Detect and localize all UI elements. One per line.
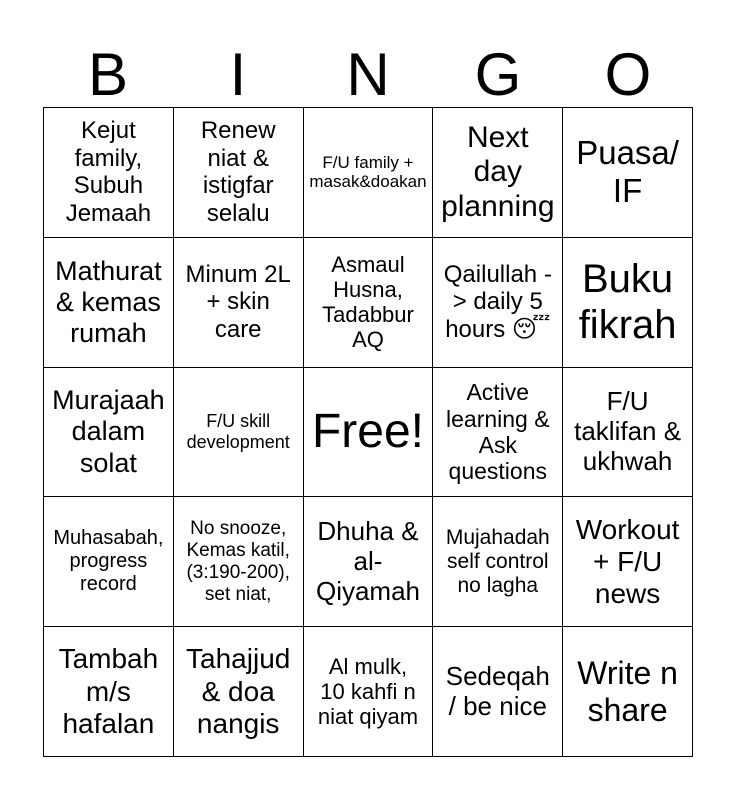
cell-label: Free! <box>311 405 424 459</box>
cell-label: F/U family + masak&doakan <box>309 152 427 192</box>
bingo-cell-r3c5[interactable] <box>563 368 693 498</box>
bingo-cell-r1c5[interactable] <box>563 108 693 238</box>
bingo-cell-r2c4[interactable] <box>433 238 563 368</box>
cell-label: Next day planning <box>441 120 555 223</box>
bingo-cell-r3c1[interactable] <box>44 368 174 498</box>
cell-label: Asmaul Husna, Tadabbur AQ <box>322 251 414 353</box>
cell-label: Write n share <box>577 654 678 728</box>
cell-label: Mujahadah self control no lagha <box>445 525 550 597</box>
bingo-cell-r2c1[interactable] <box>44 238 174 368</box>
bingo-cell-r5c2[interactable] <box>174 627 304 757</box>
bingo-cell-r3c4[interactable] <box>433 368 563 498</box>
cell-label: Minum 2L + skin care <box>185 260 291 343</box>
bingo-cell-r2c5[interactable] <box>563 238 693 368</box>
cell-label: Tahajjud & doa nangis <box>186 643 291 739</box>
bingo-cell-r1c1[interactable] <box>44 108 174 238</box>
cell-label: F/U skill development <box>186 411 290 452</box>
cell-label: Dhuha & al- Qiyamah <box>315 515 421 606</box>
bingo-cell-r4c5[interactable] <box>563 497 693 627</box>
cell-label: Active learning & Ask questions <box>446 379 550 485</box>
cell-label: Renew niat & istigfar selalu <box>200 117 276 227</box>
header-letter-b: B <box>87 41 129 108</box>
header-letter-n: N <box>346 41 390 108</box>
cell-label: Sedeqah / be nice <box>445 660 550 721</box>
bingo-cell-r3c2[interactable] <box>174 368 304 498</box>
bingo-cell-r5c4[interactable] <box>433 627 563 757</box>
cell-label: Al mulk, 10 kahfi n niat qiyam <box>317 653 419 730</box>
cell-label: F/U taklifan & ukhwah <box>574 386 682 476</box>
cell-label: Murajaah dalam solat <box>52 385 165 478</box>
cell-label: Muhasabah, progress record <box>53 527 164 596</box>
bingo-cell-r1c3[interactable] <box>304 108 434 238</box>
bingo-cell-r4c3[interactable] <box>304 497 434 627</box>
cell-label: Mathurat & kemas rumah <box>55 255 162 348</box>
bingo-cell-r4c4[interactable] <box>433 497 563 627</box>
bingo-cell-r1c2[interactable] <box>174 108 304 238</box>
bingo-cell-r5c5[interactable] <box>563 627 693 757</box>
bingo-header <box>43 41 693 108</box>
bingo-cell-r2c3[interactable] <box>304 238 434 368</box>
cell-label: Puasa/ IF <box>576 134 679 210</box>
bingo-cell-r3c3[interactable] <box>304 368 434 498</box>
bingo-cell-r2c2[interactable] <box>174 238 304 368</box>
bingo-cell-r4c1[interactable] <box>44 497 174 627</box>
bingo-cell-r5c3[interactable] <box>304 627 434 757</box>
cell-label: No snooze, Kemas katil, (3:190-200), set niat, <box>186 518 290 605</box>
bingo-cell-r5c1[interactable] <box>44 627 174 757</box>
header-letter-i: I <box>229 41 247 108</box>
header-letter-g: G <box>474 41 522 108</box>
cell-label: Buku fikrah <box>578 257 677 348</box>
cell-label: Workout + F/U news <box>575 513 680 609</box>
cell-label: Qailullah - > daily 5 hours 😴 <box>443 260 552 343</box>
header-letter-o: O <box>604 41 652 108</box>
cell-label: Kejut family, Subuh Jemaah <box>65 117 152 227</box>
cell-label: Tambah m/s hafalan <box>58 643 159 739</box>
bingo-cell-r1c4[interactable] <box>433 108 563 238</box>
bingo-cell-r4c2[interactable] <box>174 497 304 627</box>
bingo-card-grid <box>43 107 693 757</box>
